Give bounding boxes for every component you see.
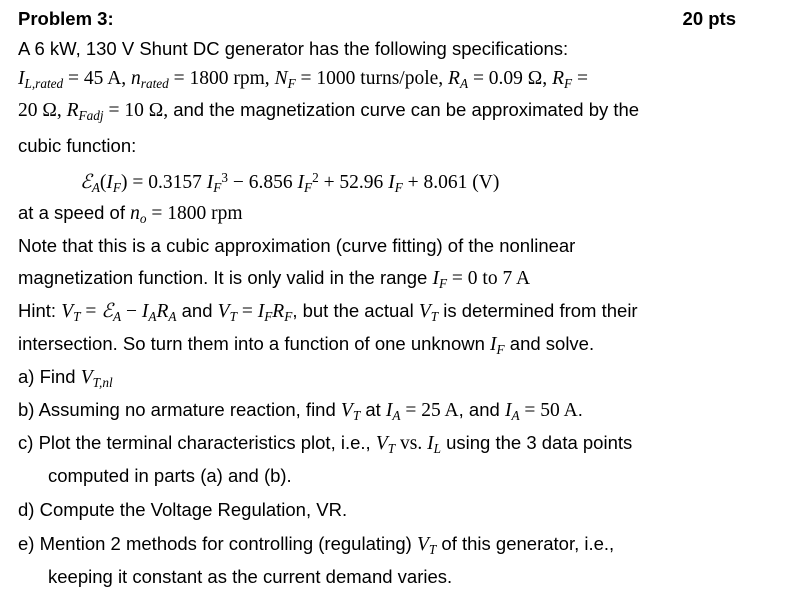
cubic-function-label: cubic function: [18, 135, 137, 156]
part-c-text-1: Plot the terminal characteristics plot, i.e., [38, 432, 376, 453]
note-line-2-text: magnetization function. It is only valid in the range [18, 267, 433, 288]
part-d-label: d) [18, 499, 35, 520]
part-c-label: c) [18, 432, 34, 453]
magnetization-equation: $ℰ_A(I_F) = 0.3157$ $I_F^3 - 6.856$ $I_F^2 + 52.96$ $I_F + 8.061$ (V) [80, 170, 500, 195]
part-c-line-2: computed in parts (a) and (b). [48, 465, 292, 486]
part-a-label: a) [18, 366, 35, 387]
speed-prefix: at a speed of [18, 202, 131, 223]
part-e: e) Mention 2 methods for controlling (regulating) $V_T$ of this generator, i.e., [18, 533, 615, 557]
note-line-1: Note that this is a cubic approximation (curve fitting) of the nonlinear [18, 235, 576, 256]
spec-line-2: 20 Ω, $R_{Fadj} = 10$ Ω, and the magnetization curve can be approximated by the [18, 99, 640, 123]
hint-line-2b: and solve. [504, 333, 595, 354]
speed-line: at a speed of $n_o = 1800$ rpm [18, 202, 243, 226]
part-e-line-2: keeping it constant as the current demand varies. [48, 566, 453, 587]
part-e-text-1: Mention 2 methods for controlling (regulating) [39, 533, 417, 554]
part-b-text-2: at [365, 399, 386, 420]
part-b: b) Assuming no armature reaction, find $V_T$ at $I_A = 25$ A, and $I_A = 50$ A. [18, 399, 583, 423]
note-line-2: magnetization function. It is only valid in the range $I_F = 0$ to 7 A [18, 267, 531, 291]
part-c: c) Plot the terminal characteristics plot, i.e., $V_T$ vs. $I_L$ using the 3 data points [18, 432, 633, 456]
part-a: a) Find $V_{T,nl}$ [18, 366, 113, 390]
part-b-text-4: . [577, 399, 583, 420]
part-b-label: b) [18, 399, 35, 420]
hint-and: and [181, 300, 218, 321]
part-e-text-2: of this generator, i.e., [436, 533, 615, 554]
part-c-text-2: using the 3 data points [440, 432, 633, 453]
part-d [18, 497, 802, 523]
spec-line-1: $I_{L,rated} = 45$ A, $n_{rated} = 1800$ rpm, $N_F = 1000$ turns/pole, $R_A = 0.09$ Ω, $R_F$ = [18, 68, 588, 91]
part-b-text-3: , and [458, 399, 505, 420]
hint-line-1: Hint: $V_T$ = ℰ$_A$ − $I_AR_A$ and $V_T = I_FR_F$, but the actual $V_T$ is determined from their [18, 300, 638, 324]
part-b-text-1: Assuming no armature reaction, find [38, 399, 341, 420]
part-e-label: e) [18, 533, 35, 554]
spec-line-2-text: and the magnetization curve can be approximated by the [168, 99, 640, 120]
hint-line-2a: intersection. So turn them into a function of one unknown [18, 333, 491, 354]
hint-label: Hint: [18, 300, 62, 321]
part-a-text: Find [39, 366, 81, 387]
intro-line: A 6 kW, 130 V Shunt DC generator has the following specifications: [18, 38, 569, 59]
problem-title: Problem 3: [18, 8, 114, 29]
points-label: 20 pts [682, 8, 736, 29]
hint-line-2: intersection. So turn them into a function of one unknown $I_F$ and solve. [18, 333, 595, 357]
part-d-text: Compute the Voltage Regulation, VR. [39, 499, 348, 520]
